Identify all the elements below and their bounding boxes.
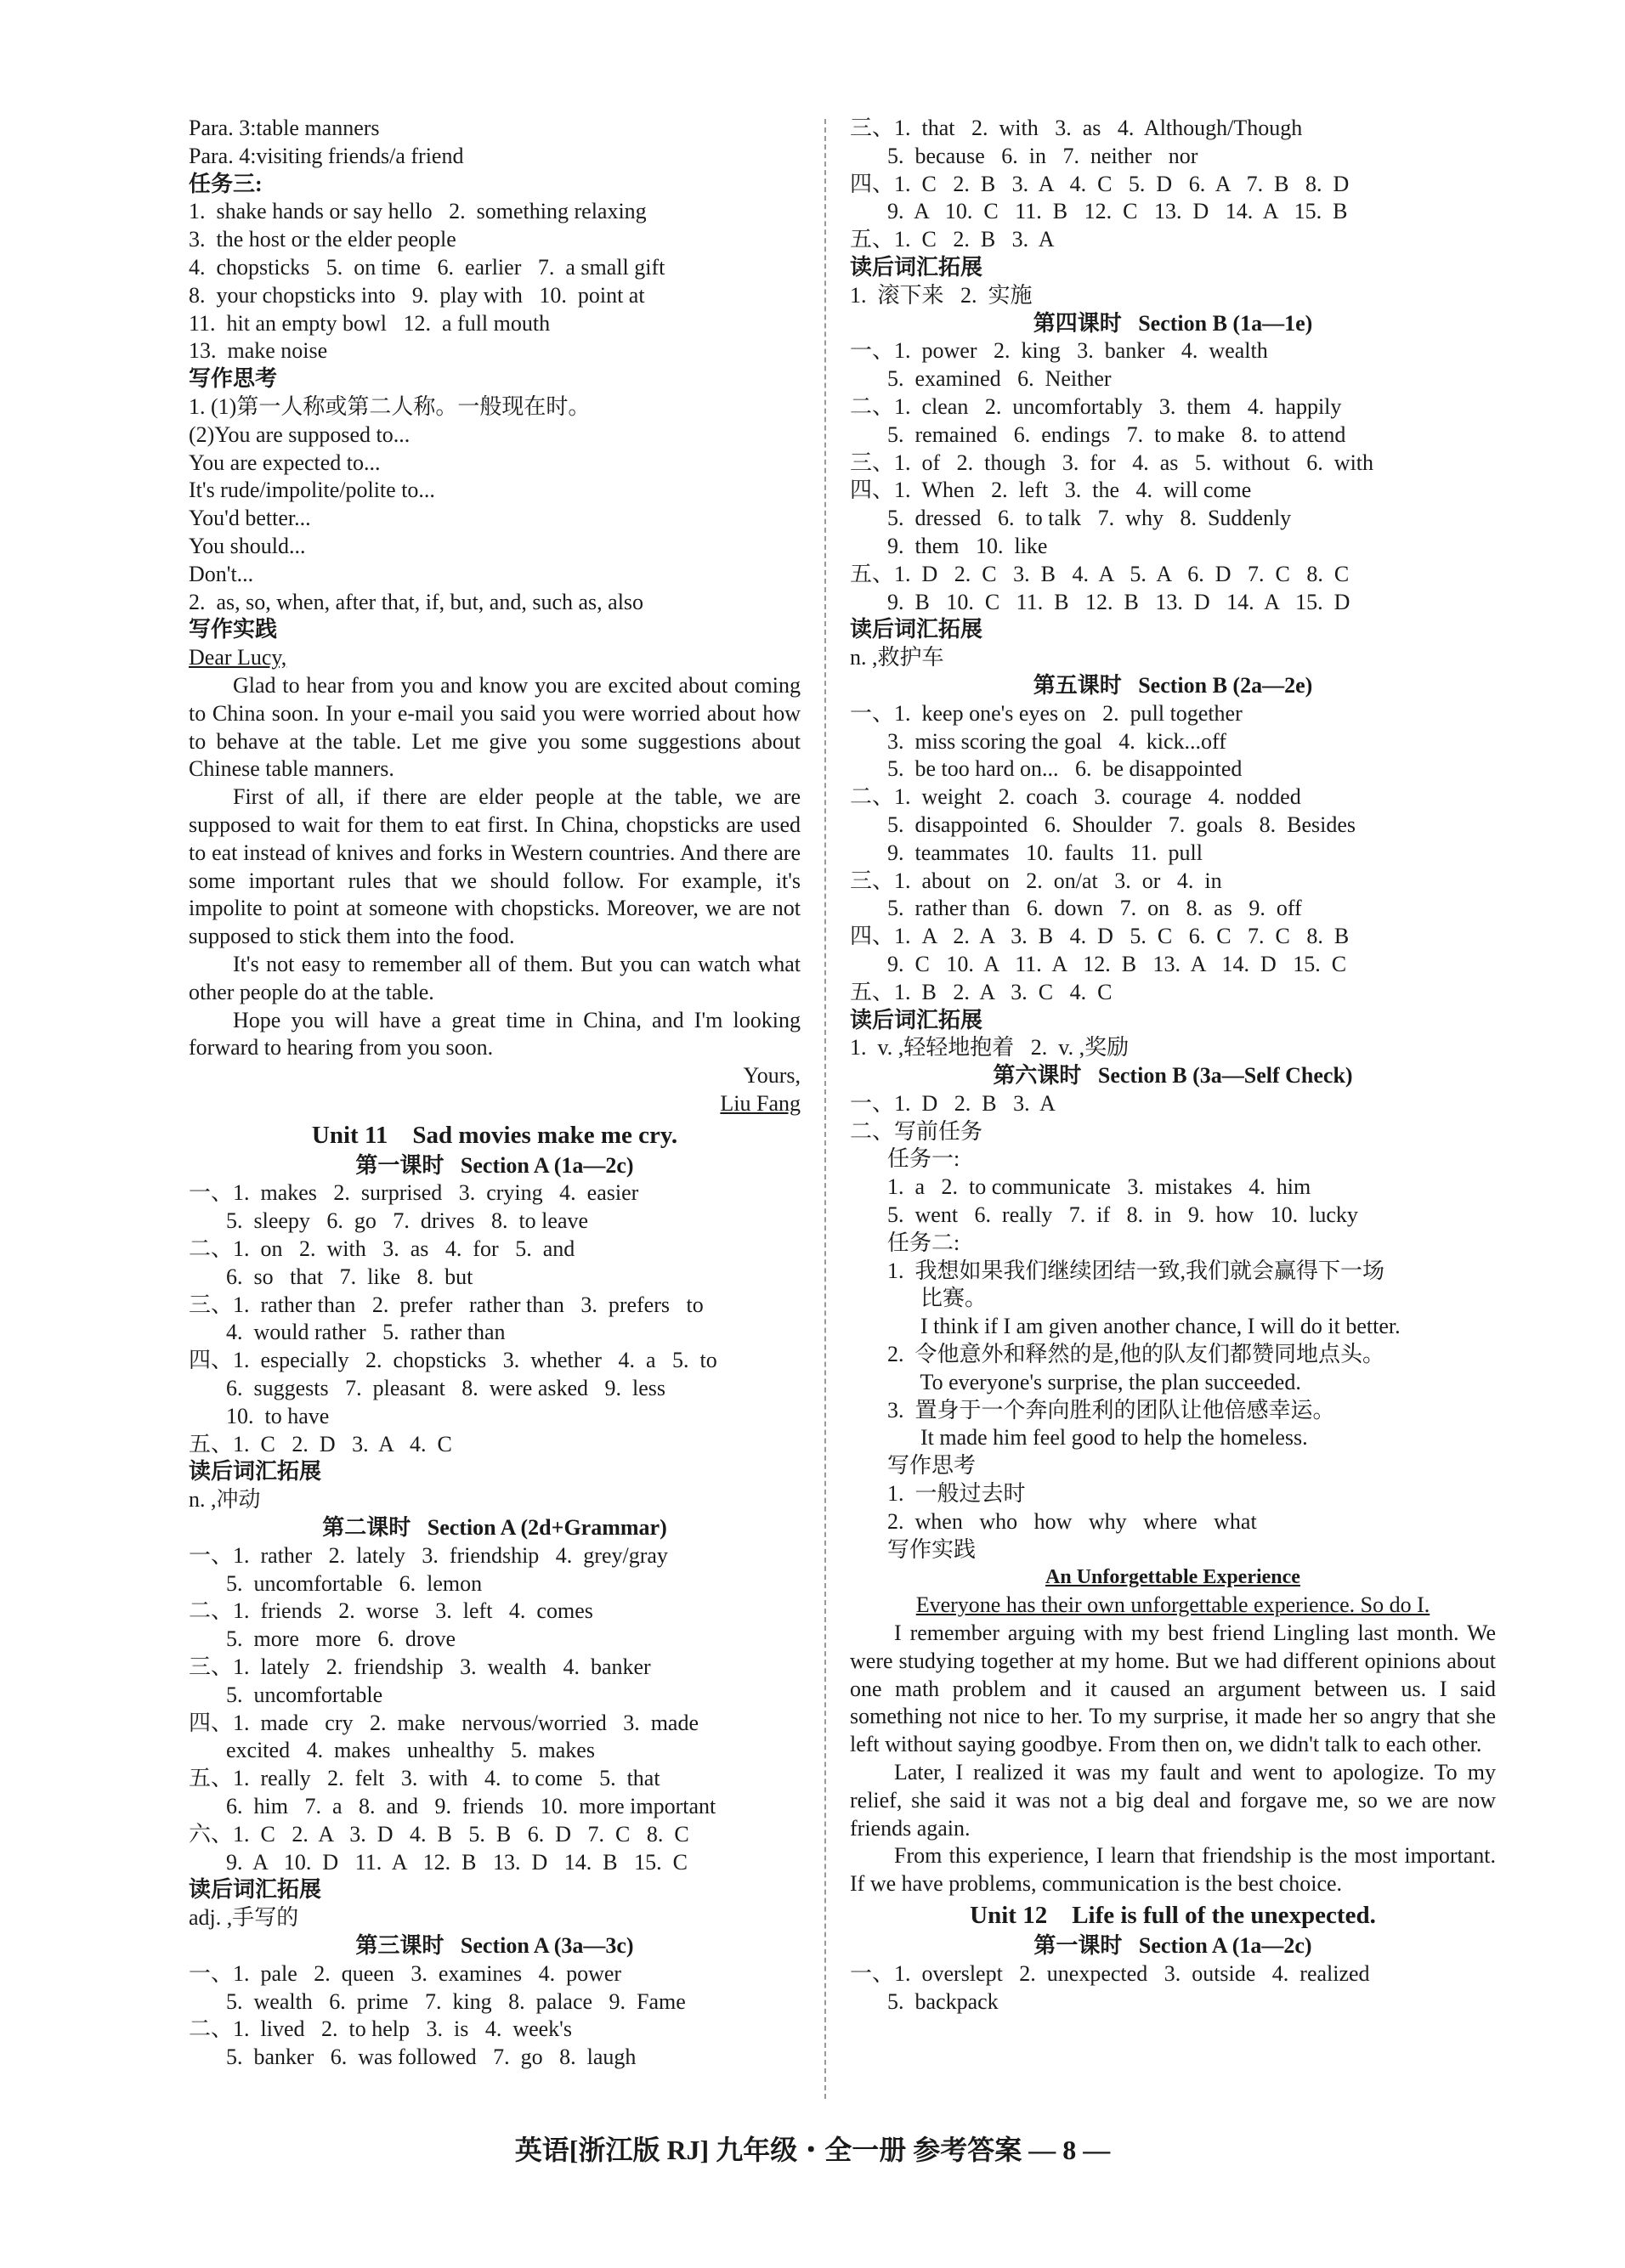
answer-line: 5. uncomfortable [226, 1682, 383, 1707]
left-column [189, 115, 801, 2072]
answer-line: 四、1. made cry 2. make nervous/worried 3. made [189, 1710, 699, 1735]
answer-line: 2. 令他意外和释然的是,他的队友们都赞同地点头。 [887, 1342, 1385, 1367]
answer-line: 读后词汇拓展 [850, 617, 983, 642]
unit-11-title: Unit 11 Sad movies make me cry. [311, 1121, 678, 1149]
answer-line: 5. dressed 6. to talk 7. why 8. Suddenly [887, 506, 1292, 531]
answer-line: 5. be too hard on... 6. be disappointed [887, 756, 1243, 782]
answer-line: 三、1. that 2. with 3. as 4. Although/Though [850, 116, 1303, 140]
paragraph: From this experience, I learn that friendship is the most important. If we have problems, communication is the best choice. [850, 1843, 1496, 1897]
answer-line: 写作实践 [887, 1536, 977, 1562]
answer-line: 六、1. C 2. A 3. D 4. B 5. B 6. D 7. C 8. C [189, 1821, 689, 1847]
letter-signature: Liu Fang [720, 1090, 801, 1116]
answer-line: You should... [189, 533, 306, 558]
answer-line: 写作思考 [189, 366, 278, 392]
answer-line: 一、1. pale 2. queen 3. examines 4. power [189, 1960, 622, 1986]
answer-line: 二、1. friends 2. worse 3. left 4. comes [189, 1598, 593, 1624]
answer-line: 第二课时 Section A (2d+Grammar) [322, 1515, 667, 1541]
answer-line: 2. as, so, when, after that, if, but, and, such as, also [189, 589, 644, 614]
answer-line: It made him feel good to help the homeless. [887, 1425, 1308, 1451]
answer-line: I think if I am given another chance, I will do it better. [887, 1314, 1401, 1339]
left-answer-lines [189, 115, 801, 672]
answer-line: 二、1. lived 2. to help 3. is 4. week's [189, 2016, 572, 2042]
answer-line: 4. chopsticks 5. on time 6. earlier 7. a small gift [189, 254, 665, 280]
answer-line: 一、1. D 2. B 3. A [850, 1090, 1056, 1116]
answer-line: 1. shake hands or say hello 2. something relaxing [189, 199, 647, 224]
answer-line: 5. uncomfortable 6. lemon [226, 1570, 483, 1596]
answer-line: 1. a 2. to communicate 3. mistakes 4. him [887, 1174, 1311, 1200]
answer-line: 三、1. rather than 2. prefer rather than 3. prefers to [189, 1292, 704, 1317]
answer-line: 1. 滚下来 2. 实施 [850, 282, 1033, 308]
answer-line: 6. him 7. a 8. and 9. friends 10. more important [226, 1794, 716, 1819]
essay-body [850, 1620, 1496, 1898]
paragraph: First of all, if there are elder people at the table, we are supposed to wait for them to eat first. In China, chopsticks are used to eat instead of knives and forks in Western countries. And there are some important rules that we should follow. For example, it's impolite to point at someone with chopsticks. Moreover, we are not supposed to stick them into the food. [189, 784, 801, 949]
paragraph: Glad to hear from you and know you are excited about coming to China soon. In your e-mail you said you were worried about how to behave at the table. Let me give you some suggestions about Chinese table manners. [189, 672, 801, 782]
answer-line: excited 4. makes unhealthy 5. makes [226, 1738, 595, 1763]
answer-line: 读后词汇拓展 [189, 1877, 322, 1903]
right-column [850, 115, 1496, 2016]
answer-line: 5. disappointed 6. Shoulder 7. goals 8. Besides [887, 812, 1356, 837]
unit-11-answers [189, 1152, 801, 2072]
answer-line: 9. teammates 10. faults 11. pull [887, 840, 1203, 865]
answer-line: 10. to have [226, 1403, 330, 1428]
answer-line: 9. C 10. A 11. A 12. B 13. A 14. D 15. C [887, 951, 1347, 976]
answer-line: 任务三: [189, 171, 263, 196]
answer-line: 任务一: [887, 1146, 960, 1172]
answer-line: 5. wealth 6. prime 7. king 8. palace 9. Fame [226, 1988, 686, 2014]
answer-line: 二、1. clean 2. uncomfortably 3. them 4. happily [850, 393, 1342, 419]
paragraph: It's not easy to remember all of them. But you can watch what other people do at the table. [189, 951, 801, 1004]
answer-line: 9. them 10. like [887, 533, 1048, 558]
answer-line: 9. B 10. C 11. B 12. B 13. D 14. A 15. D [887, 589, 1350, 614]
answer-line: To everyone's surprise, the plan succeeded. [887, 1369, 1301, 1394]
answer-line: 11. hit an empty bowl 12. a full mouth [189, 310, 551, 336]
answer-line: 写作实践 [189, 617, 278, 642]
answer-line: 5. more more 6. drove [226, 1626, 456, 1652]
answer-line: 一、1. overslept 2. unexpected 3. outside 4. realized [850, 1960, 1370, 1986]
answer-line: 3. the host or the elder people [189, 227, 456, 252]
answer-line: 一、1. power 2. king 3. banker 4. wealth [850, 338, 1268, 364]
letter-body [189, 672, 801, 1062]
answer-line: 读后词汇拓展 [189, 1459, 322, 1485]
letter-closing: Yours, [743, 1063, 801, 1089]
answer-line: 五、1. C 2. D 3. A 4. C [189, 1431, 452, 1456]
answer-line: 第一课时 Section A (1a—2c) [355, 1152, 634, 1178]
answer-line: 一、1. makes 2. surprised 3. crying 4. easier [189, 1180, 639, 1206]
column-divider [824, 119, 826, 2099]
answer-line: 5. examined 6. Neither [887, 366, 1112, 392]
answer-line: 5. backpack [887, 1988, 999, 2014]
answer-line: 第四课时 Section B (1a—1e) [1033, 310, 1313, 336]
answer-line: 9. A 10. D 11. A 12. B 13. D 14. B 15. C [226, 1849, 688, 1875]
answer-line: 3. miss scoring the goal 4. kick...off [887, 728, 1226, 754]
answer-line: Don't... [189, 561, 254, 586]
answer-line: 13. make noise [189, 338, 328, 364]
answer-line: 二、写前任务 [850, 1118, 983, 1144]
answer-line: 5. remained 6. endings 7. to make 8. to attend [887, 421, 1346, 447]
essay-lead: Everyone has their own unforgettable experience. So do I. [915, 1592, 1430, 1618]
answer-line: 5. banker 6. was followed 7. go 8. laugh [226, 2045, 637, 2070]
answer-line: 4. would rather 5. rather than [226, 1320, 506, 1345]
unit-12-title: Unit 12 Life is full of the unexpected. [970, 1902, 1376, 1929]
answer-line: Para. 3:table manners [189, 116, 380, 140]
answer-line: 6. so that 7. like 8. but [226, 1264, 473, 1289]
answer-line: You'd better... [189, 506, 311, 531]
answer-line: adj. ,手写的 [189, 1905, 299, 1931]
answer-line: 三、1. lately 2. friendship 3. wealth 4. banker [189, 1654, 651, 1680]
answer-line: 二、1. on 2. with 3. as 4. for 5. and [189, 1236, 575, 1262]
page-footer: 英语[浙江版 RJ] 九年级・全一册 参考答案 — 8 — [514, 2135, 1111, 2165]
answer-line: 第三课时 Section A (3a—3c) [355, 1933, 634, 1958]
answer-line: n. ,救护车 [850, 645, 944, 670]
answer-line: 1. 我想如果我们继续团结一致,我们就会赢得下一场 [887, 1258, 1385, 1283]
answer-line: 1. (1)第一人称或第二人称。一般现在时。 [189, 393, 591, 419]
answer-line: 第一课时 Section A (1a—2c) [1033, 1933, 1312, 1958]
answer-line: It's rude/impolite/polite to... [189, 478, 435, 503]
answer-line: Para. 4:visiting friends/a friend [189, 143, 464, 168]
paragraph: I remember arguing with my best friend Lingling last month. We were studying together at my home. But we had different opinions about one math problem and it caused an argument between us. I said something not nice to her. To my surprise, it made her so angry that she left without saying goodbye. From then on, we didn't talk to each other. [850, 1620, 1496, 1757]
paragraph: Later, I realized it was my fault and went to apologize. To my relief, she said it was not a big deal and forgave me, so we are now friends again. [850, 1760, 1496, 1841]
answer-line: 四、1. When 2. left 3. the 4. will come [850, 478, 1252, 503]
essay-title: An Unforgettable Experience [1045, 1566, 1300, 1589]
answer-line: 五、1. C 2. B 3. A [850, 227, 1055, 252]
answer-line: 5. rather than 6. down 7. on 8. as 9. off [887, 896, 1302, 921]
answer-line: 一、1. rather 2. lately 3. friendship 4. grey/gray [189, 1542, 668, 1568]
answer-line: 3. 置身于一个奔向胜利的团队让他倍感幸运。 [887, 1397, 1335, 1422]
answer-line: 一、1. keep one's eyes on 2. pull together [850, 700, 1243, 726]
answer-line: 任务二: [887, 1230, 960, 1255]
answer-line: 三、1. of 2. though 3. for 4. as 5. without 6. with [850, 450, 1374, 475]
answer-line: 二、1. weight 2. coach 3. courage 4. nodded [850, 784, 1301, 810]
unit-12-answers [850, 1932, 1496, 2016]
answer-line: 5. because 6. in 7. neither nor [887, 143, 1198, 168]
salutation: Dear Lucy, [189, 645, 287, 670]
answer-line: You are expected to... [189, 450, 381, 475]
answer-line: 读后词汇拓展 [850, 254, 983, 280]
answer-line: 8. your chopsticks into 9. play with 10. point at [189, 282, 645, 308]
answer-line [189, 644, 801, 672]
answer-line: 1. 一般过去时 [887, 1481, 1026, 1507]
answer-line: 四、1. A 2. A 3. B 4. D 5. C 6. C 7. C 8. B [850, 924, 1350, 949]
right-answer-lines [850, 115, 1496, 1564]
answer-line: 2. when who how why where what [887, 1508, 1257, 1534]
answer-line: 四、1. C 2. B 3. A 4. C 5. D 6. A 7. B 8. D [850, 171, 1350, 196]
answer-line: 1. v. ,轻轻地抱着 2. v. ,奖励 [850, 1035, 1130, 1060]
answer-line: 5. went 6. really 7. if 8. in 9. how 10. lucky [887, 1202, 1358, 1228]
answer-line: 五、1. B 2. A 3. C 4. C [850, 979, 1113, 1004]
answer-line: 四、1. especially 2. chopsticks 3. whether 4. a 5. to [189, 1348, 717, 1373]
answer-line: 五、1. really 2. felt 3. with 4. to come 5. that [189, 1766, 660, 1791]
answer-line: 5. sleepy 6. go 7. drives 8. to leave [226, 1208, 589, 1234]
answer-line: 写作思考 [887, 1453, 977, 1479]
answer-line: 读后词汇拓展 [850, 1007, 983, 1032]
answer-line: (2)You are supposed to... [189, 421, 410, 447]
answer-line: 6. suggests 7. pleasant 8. were asked 9. less [226, 1376, 666, 1401]
answer-line: 比赛。 [887, 1286, 988, 1311]
answer-line: n. ,冲动 [189, 1487, 261, 1513]
answer-line: 9. A 10. C 11. B 12. C 13. D 14. A 15. B [887, 199, 1348, 224]
answer-line: 第六课时 Section B (3a—Self Check) [993, 1063, 1353, 1089]
answer-line: 第五课时 Section B (2a—2e) [1033, 672, 1313, 698]
paragraph: Hope you will have a great time in China, and I'm looking forward to hearing from you soon. [189, 1007, 801, 1060]
answer-line: 三、1. about on 2. on/at 3. or 4. in [850, 868, 1222, 893]
answer-line: 五、1. D 2. C 3. B 4. A 5. A 6. D 7. C 8. C [850, 561, 1350, 586]
